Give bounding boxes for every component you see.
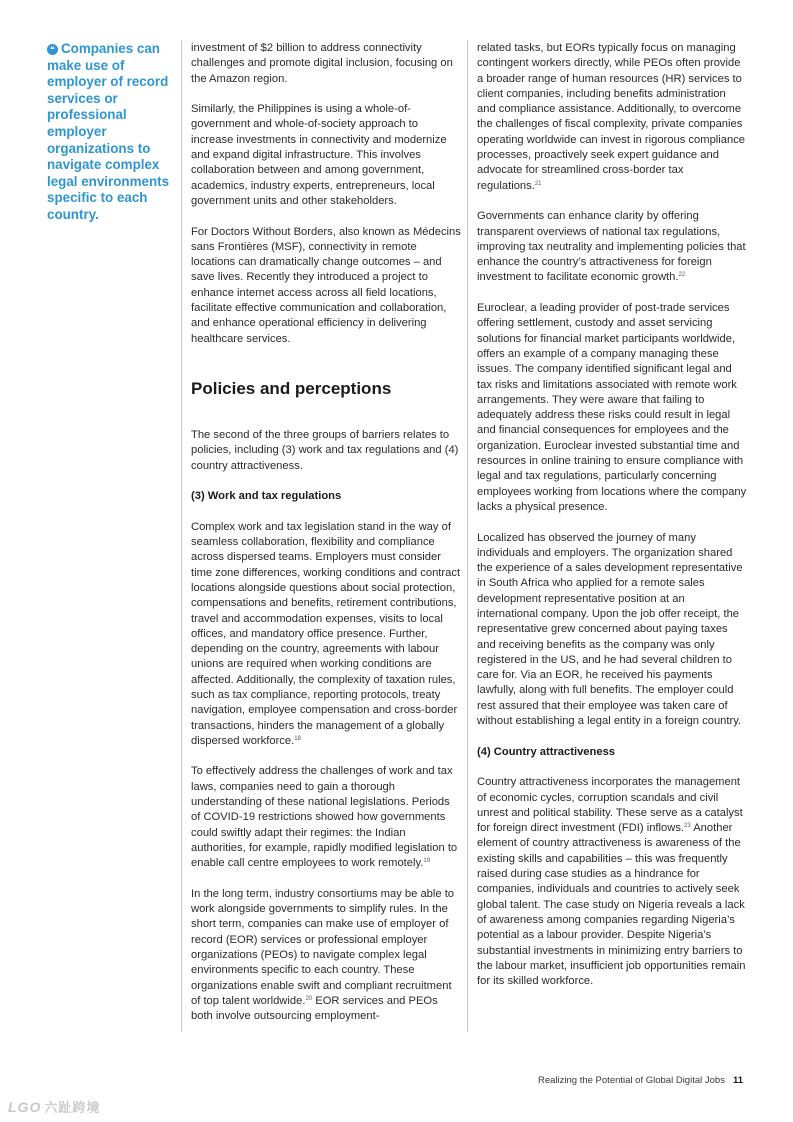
paragraph: related tasks, but EORs typically focus on managing contingent workers directly, while PEOs often provide a broader range of human resources (HR) services to client companies, including benefits administration and compliance assistance. Additionally, to overcome the challenges of fiscal complexity, private companies operating worldwide can invest in rigorous compliance processes, proactively seek expert guidance and advocate for streamlined cross-border tax regulations.$^{21}$ — [477, 42, 746, 192]
watermark — [8, 1097, 100, 1116]
watermark-text: 六趾跨境 — [44, 1100, 101, 1115]
paragraph: In the long term, industry consortiums may be able to work alongside governments to simplify rules. In the short term, companies can make use of employer of record (EOR) services or professional employer organizations (PEOs) to navigate complex legal environments specific to each country. These organizations enable swift and compliant recruitment of top talent worldwide.$^{20}$ EOR services and PEOs both involve outsourcing employment- — [191, 887, 455, 1023]
column-divider-left — [181, 40, 182, 1032]
subsection-heading: (3) Work and tax regulations — [191, 490, 342, 503]
footnote-ref[interactable]: 18 — [294, 735, 301, 742]
footnote-ref[interactable]: 23 — [684, 823, 691, 830]
column-middle — [191, 41, 461, 1040]
paragraph: To effectively address the challenges of work and tax laws, companies need to gain a thorough understanding of these national legislations. Periods of COVID-19 restrictions showed how governments could swiftly adapt their regimes: the Indian authorities, for example, rapidly modified legislation to enable call centre employees to work remotely.$^{19}$ — [191, 765, 458, 870]
footer-title: Realizing the Potential of Global Digital Jobs — [538, 1075, 725, 1086]
quote-icon: ❝ — [47, 44, 58, 55]
page-number: 11 — [732, 1075, 743, 1086]
subsection-heading: (4) Country attractiveness — [477, 745, 616, 758]
paragraph: Country attractiveness incorporates the management of economic cycles, corruption scandals and civil unrest and political stability. These serve as a catalyst for foreign direct investment (FDI) inflows.$^{23}$ Another element of country attractiveness is awareness of the existing skills and capabilities – this was frequently raised during case studies as a hindrance for companies, individuals and countries to actively seek global talent. The case study on Nigeria reveals a lack of awareness among companies regarding Nigeria’s potential as a labour provider. Despite Nigeria’s substantial investments in minimizing entry barriers to the labour market, insufficient job opportunities remain for its skilled workforce. — [477, 776, 746, 988]
pull-quote-text: Companies can make use of employer of record services or professional employer organizations to navigate complex legal environments specific to each country. — [47, 41, 170, 222]
paragraph: Governments can enhance clarity by offering transparent overviews of national tax regulations, improving tax neutrality and implementing policies that enhance the country’s attractiveness for foreign investment to facilitate economic growth.$^{22}$ — [477, 210, 746, 284]
column-right — [477, 41, 747, 1005]
footnote-ref[interactable]: 20 — [305, 995, 313, 1002]
paragraph: investment of $2 billion to address connectivity challenges and promote digital inclusion, focusing on the Amazon region. — [191, 42, 453, 85]
column-divider-right — [467, 40, 468, 1032]
paragraph: For Doctors Without Borders, also known as Médecins sans Frontières (MSF), connectivity in remote locations can dramatically change outcomes – and save lives. Recently they introduced a project to enhance internet access across all field locations, facilitate effective communication and collaboration, and enhance operational efficiency in delivering healthcare services. — [191, 225, 461, 345]
footnote-ref[interactable]: 21 — [534, 180, 542, 187]
page-footer — [538, 1075, 743, 1086]
watermark-logo-icon: LGO — [8, 1099, 42, 1115]
footnote-ref[interactable]: 22 — [678, 272, 686, 279]
paragraph: Complex work and tax legislation stand in the way of seamless collaboration, flexibility and compliance across dispersed teams. Employers must consider time zone differences, working conditions and contract locations alongside questions about social protection, compensations and benefits, retirement contributions, travel and accommodation expenses, visits to local offices, and mandatory office presence. Further, depending on the country, agreements with labour unions are required when working conditions are affected. Additionally, the complexity of taxation rules, such as tax compliance, reporting protocols, treaty navigation, employee compensation and cross-border transactions, hinders the management of a globally dispersed workforce.$^{18}$ — [191, 520, 461, 747]
section-heading: Policies and perceptions — [191, 378, 392, 398]
paragraph: Localized has observed the journey of many individuals and employers. The organization shared the experience of a sales development representative in South Africa who applied for a remote sales development representative position at an international company. Upon the job offer receipt, the representative grew concerned about paying taxes and receiving benefits as the company was only registered in the US, and he had several children to care for. Via an EOR, he received his payments lawfully, along with full benefits. The employer could rest assured that their employee was taken care of without establishing a legal entity in a foreign country. — [477, 531, 743, 728]
footnote-ref[interactable]: 19 — [423, 858, 431, 865]
pull-quote — [47, 41, 175, 224]
paragraph: The second of the three groups of barriers relates to policies, including (3) work and tax regulations and (4) country attractiveness. — [191, 428, 459, 472]
paragraph: Euroclear, a leading provider of post-trade services offering settlement, custody and asset servicing solutions for financial market participants worldwide, offers an example of a company managing these issues. The company identified significant legal and tax risks and limitations associated with remote work arrangements. They were aware that failing to adequately address these risks could result in legal and financial consequences for employees and the organization. Euroclear invested substantial time and resources in online training to ensure compliance with legal and tax regulations, particularly concerning employees working from locations where the company lacks a physical presence. — [477, 302, 747, 513]
paragraph: Similarly, the Philippines is using a whole-of-government and whole-of-society approach to increase investments in connectivity and modernize and expand digital infrastructure. This involves collaboration between and among government, academics, industry experts, entrepreneurs, local government units and other stakeholders. — [191, 103, 447, 207]
